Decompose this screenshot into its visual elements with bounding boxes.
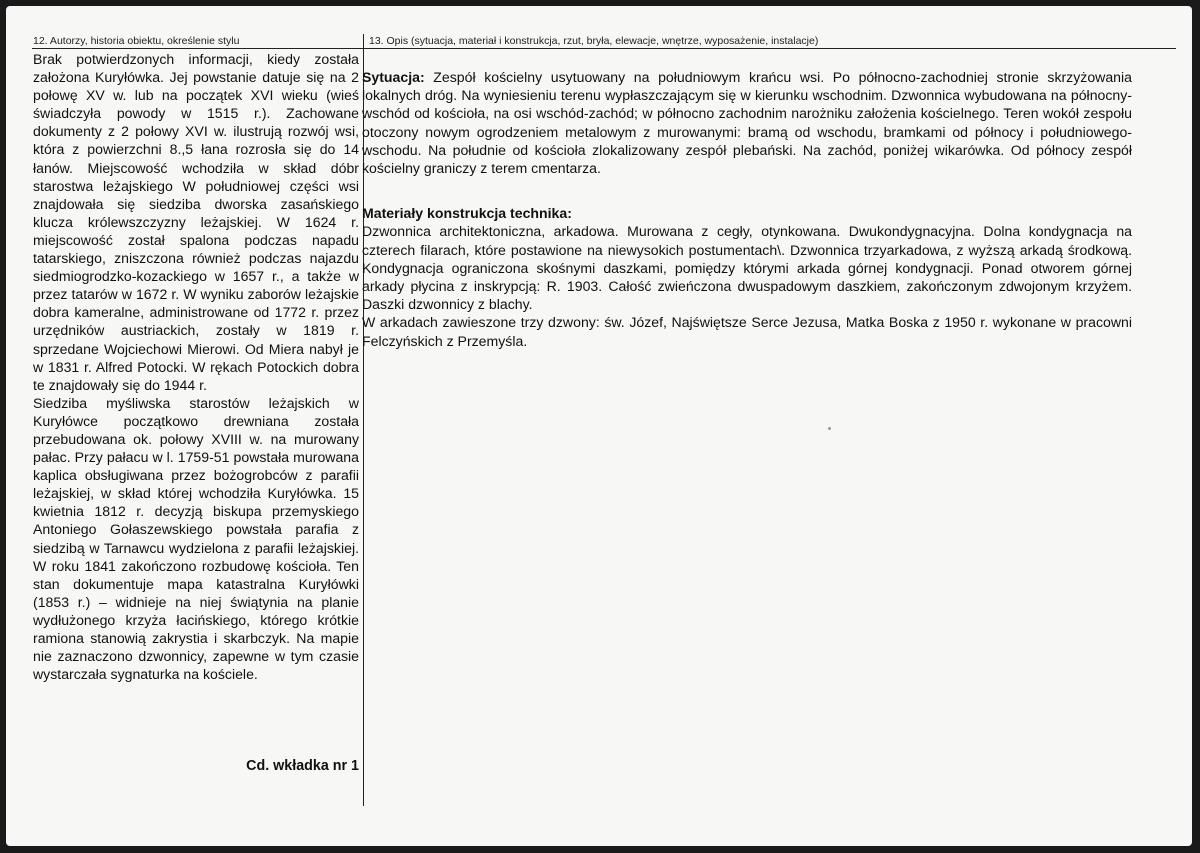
situation-heading: Sytuacja: [362, 69, 425, 85]
history-paragraph: Brak potwierdzonych informacji, kiedy została założona Kuryłówka. Jej powstanie datuje się na 2 połowę XV w. lub na początek XVI wieku (wieś świadczyła powody w 1515 r.). Zachowane dokumenty z 2 połowy XVI w. ilustrują rozwój wsi, która z powierzchni 8.,5 łana rozrosła się do 14 łanów. Miejscowość wchodziła w skład dóbr starostwa leżajskiego W południowej części wsi znajdowała się siedziba dworska zasańskiego klucza królewszczyzny leżajskiej. W 1624 r. miejscowość został spalona podczas napadu tatarskiego, zniszczona również podczas najazdu siedmiogrodzko-kozackiego w 1657 r., a także w przez tatarów w 1672 r. W wyniku zaborów leżajskie dobra kameralne, administrowane od 1772 r. przez urzędników austriackich, zostały w 1819 r. sprzedane Wojciechowi Mierowi. Od Miera nabył je w 1831 r. Alfred Potocki. W rękach Potockich dobra te znajdowały się do 1944 r. [33, 51, 359, 393]
history-paragraph: Siedziba myśliwska starostów leżajskich w Kuryłówce początkowo drewniana została przebudowana ok. połowy XVIII w. na murowany pałac. Przy pałacu w l. 1759-51 powstała murowana kaplica obsługiwana przez bożogrobców z parafii leżajskiej, w skład której wchodziła Kuryłówka. 15 kwietnia 1812 r. decyzją biskupa przemyskiego Antoniego Gołaszewskiego powstała parafia z siedzibą w Tarnawcu wydzielona z parafii leżajskiej. W roku 1841 zakończono rozbudowę kościoła. Ten stan dokumentuje mapa katastralna Kuryłówki (1853 r.) – widnieje na niej świątynia na planie wydłużonego krzyża łacińskiego, którego krótkie ramiona stanowią zakrystia i skarbczyk. Na mapie nie zaznaczono dzwonnicy, zapewne w tym czasie wystarczała sygnaturka na kościele. [33, 394, 359, 683]
materials-text: Dzwonnica architektoniczna, arkadowa. Murowana z cegły, otynkowana. Dwukondygnacyjna. Dolna kondygnacja na czterech filarach, które postawione na niewysokich postumentach\. Dzwonnica trzyarkadowa, z wyższą arkadą środkową. Kondygnacja ograniczona skośnymi daszkami, pomiędzy którymi arkada górnej kondygnacji. Ponad otworem górnej arkady płycina z inskrypcją: R. 1903. Całość zwieńczona dwuspadowym daszkiem, zakończonym zdwojonym krzyżem. Daszki dzwonnicy z blachy. [362, 223, 1132, 313]
document-sheet [6, 6, 1192, 846]
section-12-header: 12. Autorzy, historia obiektu, określenie stylu [33, 35, 240, 47]
bells-text: W arkadach zawieszone trzy dzwony: św. Józef, Najświętsze Serce Jezusa, Matka Boska z 1950 r. wykonane w pracowni Felczyńskich z Przemyśla. [362, 314, 1132, 349]
section-spacer [362, 177, 1132, 204]
history-column [33, 50, 359, 683]
header-divider [32, 48, 1176, 49]
description-column [362, 68, 1132, 350]
situation-section [362, 68, 1132, 177]
continuation-note: Cd. wkładka nr 1 [246, 758, 359, 774]
section-13-header: 13. Opis (sytuacja, materiał i konstrukcja, rzut, bryła, elewacje, wnętrze, wyposażenie, instalacje) [369, 35, 819, 47]
materials-heading: Materiały konstrukcja technika: [362, 205, 572, 222]
situation-text: Zespół kościelny usytuowany na południowym krańcu wsi. Po północno-zachodniej stronie skrzyżowania lokalnych dróg. Na wyniesieniu terenu wypłaszczającym się w kierunku wschodnim. Dzwonnica wybudowana na północny-wschód od kościoła, na osi wschód-zachód; w północno zachodnim narożniku założenia kościelnego. Teren wokół zespołu otoczony nowym ogrodzeniem metalowym z murowanymi: bramą od wschodu, bramkami od północy i południowego-wschodu. Na południe od kościoła zlokalizowany zespół plebański. Na zachód, poniżej wikarówka. Od północy zespół kościelny graniczy z terem cmentarza. [362, 69, 1132, 177]
scan-speck [828, 427, 831, 430]
